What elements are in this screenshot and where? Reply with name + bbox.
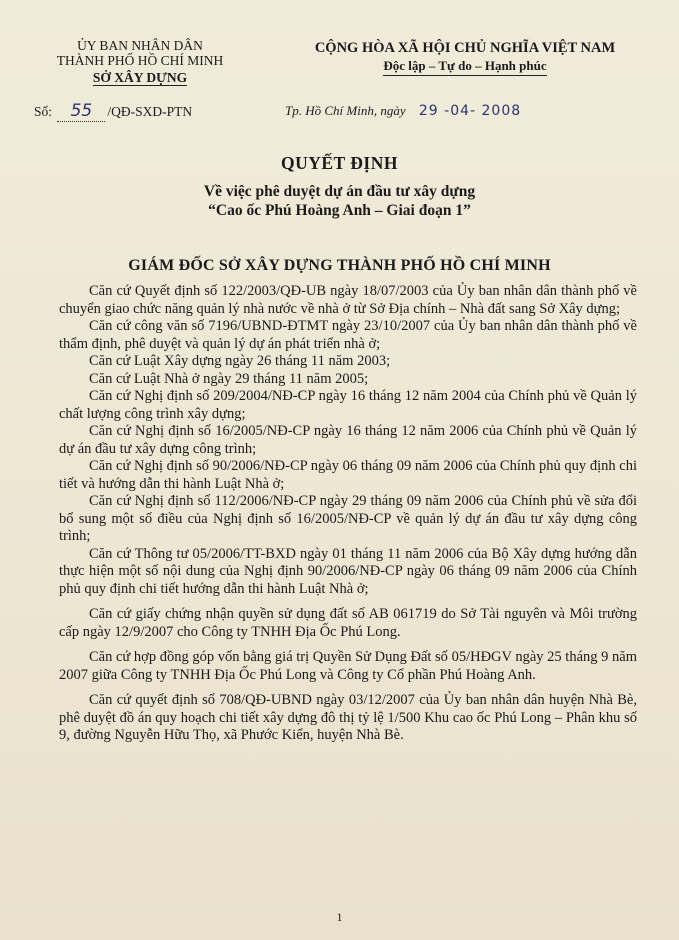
issuing-authority-header (40, 38, 240, 86)
date-line (285, 103, 521, 119)
header-left-line1: ỦY BAN NHÂN DÂN (77, 38, 203, 53)
header-left-line2: THÀNH PHỐ HỒ CHÍ MINH (56, 53, 224, 68)
document-number-line (34, 101, 192, 122)
paragraph-11: Căn cứ hợp đồng góp vốn bằng giá trị Quyền Sử Dụng Đất số 05/HĐGV ngày 25 tháng 9 năm 2007 giữa Công ty TNHH Địa Ốc Phú Long và Công ty Cổ phần Phú Hoàng Anh. (59, 649, 637, 683)
paragraph-1: Căn cứ Quyết định số 122/2003/QĐ-UB ngày 18/07/2003 của Ủy ban nhân dân thành phố về chuyển giao chức năng quản lý nhà nước về nhà ở từ Sở Địa chính – Nhà đất sang Sở Xây dựng; (59, 283, 637, 317)
document-title: QUYẾT ĐỊNH (281, 153, 398, 173)
department-name: SỞ XÂY DỰNG (92, 70, 188, 85)
authority-heading: GIÁM ĐỐC SỞ XÂY DỰNG THÀNH PHỐ HỒ CHÍ MINH (128, 257, 551, 274)
paragraph-6: Căn cứ Nghị định số 16/2005/NĐ-CP ngày 16 tháng 12 năm 2006 của Chính phủ về Quản lý dự án đầu tư xây dựng công trình; (59, 423, 637, 457)
doc-number-handwritten: 55 (57, 101, 105, 122)
date-place: Tp. Hồ Chí Minh, ngày (285, 103, 406, 118)
doc-number-suffix: /QĐ-SXD-PTN (107, 104, 193, 119)
page-number: 1 (336, 910, 343, 924)
paragraph-10: Căn cứ giấy chứng nhận quyền sử dụng đất số AB 061719 do Sở Tài nguyên và Môi trường cấp ngày 12/9/2007 cho Công ty TNHH Địa Ốc Phú Long. (59, 606, 637, 640)
paragraph-7: Căn cứ Nghị định số 90/2006/NĐ-CP ngày 06 tháng 09 năm 2006 của Chính phủ quy định chi tiết và hướng dẫn thi hành Luật Nhà ở; (59, 458, 637, 492)
paragraph-2: Căn cứ công văn số 7196/UBND-ĐTMT ngày 23/10/2007 của Ủy ban nhân dân thành phố về thẩm định, phê duyệt và quản lý dự án phát triển nhà ở; (59, 318, 637, 352)
doc-number-prefix: Số: (34, 104, 53, 119)
national-motto: Độc lập – Tự do – Hạnh phúc (383, 57, 546, 76)
paragraph-3: Căn cứ Luật Xây dựng ngày 26 tháng 11 năm 2003; (89, 353, 391, 369)
paragraph-8: Căn cứ Nghị định số 112/2006/NĐ-CP ngày 29 tháng 09 năm 2006 của Chính phủ về sửa đổi bổ sung một số điều của Nghị định số 16/2005/NĐ-CP về quản lý dự án đầu tư xây dựng công trình; (59, 493, 637, 544)
subtitle-line2: “Cao ốc Phú Hoàng Anh – Giai đoạn 1” (208, 202, 471, 219)
subtitle-line1: Về việc phê duyệt dự án đầu tư xây dựng (203, 183, 476, 200)
paragraph-4: Căn cứ Luật Nhà ở ngày 29 tháng 11 năm 2005; (89, 370, 369, 387)
nation-name: CỘNG HÒA XÃ HỘI CHỦ NGHĨA VIỆT NAM (314, 40, 616, 56)
document-subtitle (0, 182, 679, 220)
document-body (59, 283, 637, 745)
paragraph-5: Căn cứ Nghị định số 209/2004/NĐ-CP ngày 16 tháng 12 năm 2004 của Chính phủ về Quản lý chất lượng công trình xây dựng; (59, 388, 637, 422)
paragraph-12: Căn cứ quyết định số 708/QĐ-UBND ngày 03/12/2007 của Ủy ban nhân dân huyện Nhà Bè, phê duyệt đồ án quy hoạch chi tiết xây dựng đô thị tỷ lệ 1/500 Khu cao ốc Phú Long – Phân khu số 9, đường Nguyễn Hữu Thọ, xã Phước Kiển, huyện Nhà Bè. (59, 692, 637, 743)
paragraph-9: Căn cứ Thông tư 05/2006/TT-BXD ngày 01 tháng 11 năm 2006 của Bộ Xây dựng hướng dẫn thực hiện một số nội dung của Nghị định 90/2006/NĐ-CP ngày 06 tháng 09 năm 2006 của Chính phủ quy định chi tiết hướng dẫn thi hành Luật Nhà ở; (59, 545, 637, 597)
national-header (265, 40, 665, 76)
date-handwritten: 29 -04- 2008 (418, 103, 522, 119)
